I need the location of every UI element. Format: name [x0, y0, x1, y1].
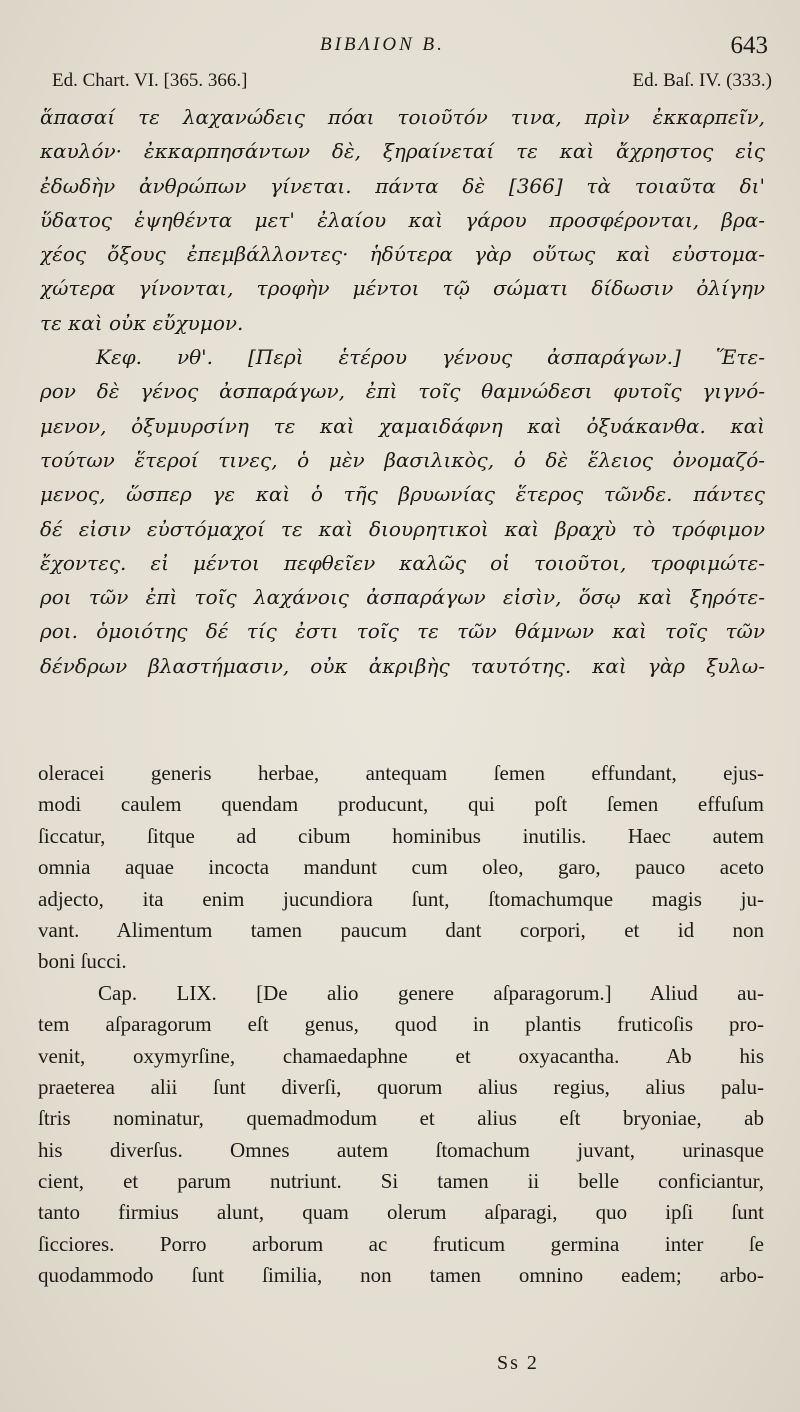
greek-line: καυλόν· ἐκκαρπησάντων δὲ, ξηραίνεταί τε καὶ ἄχρηστος εἰς: [40, 139, 765, 164]
greek-line: ὕδατος ἑψηθέντα μετ' ἐλαίου καὶ γάρου προσφέρονται, βρα-: [40, 207, 765, 232]
book-title: BIBΛΙΟΝ Β.: [320, 34, 445, 55]
latin-line: vant. Alimentum tamen paucum dant corpori, et id non: [38, 917, 764, 942]
greek-line: μενος, ὥσπερ γε καὶ ὁ τῆς βρυωνίας ἕτερος τῶνδε. πάντες: [40, 482, 765, 507]
latin-line: adjecto, ita enim jucundiora ſunt, ſtomachumque magis ju-: [38, 886, 764, 911]
latin-line: praeterea alii ſunt diverſi, quorum alius regius, alius palu-: [38, 1074, 764, 1099]
greek-line: ἅπασαί τε λαχανώδεις πόαι τοιοῦτόν τινα, πρὶν ἐκκαρπεῖν,: [40, 105, 765, 129]
greek-line: ρον δὲ γένος ἀσπαράγων, ἐπὶ τοῖς θαμνώδεσι φυτοῖς γιγνό-: [40, 379, 765, 404]
latin-line: quodammodo ſunt ſimilia, non tamen omnino eadem; arbo-: [38, 1263, 764, 1288]
greek-line: χώτερα γίνονται, τροφὴν μέντοι τῷ σώματι δίδωσιν ὀλίγην: [40, 276, 765, 301]
greek-line: μενον, ὀξυμυρσίνη τε καὶ χαμαιδάφνη καὶ ὀξυάκανθα. καὶ: [40, 413, 765, 438]
running-head: [0, 30, 800, 64]
latin-line: ſtris nominatur, quemadmodum et alius eſt bryoniae, ab: [38, 1106, 764, 1131]
greek-line: τε καὶ οὐκ εὔχυμον.: [40, 310, 244, 335]
latin-line: tem aſparagorum eſt genus, quod in plantis fruticoſis pro-: [38, 1012, 764, 1037]
greek-line: τούτων ἕτεροί τινες, ὁ μὲν βασιλικὸς, ὁ δὲ ἕλειος ὀνομαζό-: [40, 447, 765, 472]
latin-line: oleracei generis herbae, antequam ſemen effundant, ejus-: [38, 761, 764, 785]
greek-line: χέος ὄξους ἐπεμβάλλοντες· ἡδύτερα γὰρ οὕτως καὶ εὐστομα-: [40, 242, 765, 267]
latin-line: omnia aquae incocta mandunt cum oleo, garo, pauco aceto: [38, 855, 764, 880]
edition-references: [52, 70, 772, 96]
greek-text-block: [40, 100, 765, 683]
latin-line: boni ſucci.: [38, 949, 127, 974]
greek-chapter-heading-line: Κεφ. νθ'. [Περὶ ἑτέρου γένους ἀσπαράγων.] Ἕτε-: [96, 345, 765, 370]
latin-line: tanto firmius alunt, quam olerum aſparagi, quo ipſi ſunt: [38, 1200, 764, 1225]
printer-signature-mark: Ss 2: [497, 1352, 539, 1374]
greek-line: ροι. ὁμοιότης δέ τίς ἐστι τοῖς τε τῶν θάμνων καὶ τοῖς τῶν: [40, 619, 765, 644]
edition-basel-reference: Ed. Baſ. IV. (333.): [632, 70, 772, 91]
greek-line: ἐδωδὴν ἀνθρώπων γίνεται. πάντα δὲ [366] τὰ τοιαῦτα δι': [40, 173, 765, 198]
page-number: 643: [730, 32, 768, 59]
greek-line: δένδρων βλαστήμασιν, οὐκ ἀκριβὴς ταυτότης. καὶ γὰρ ξυλω-: [40, 653, 765, 678]
greek-line: δέ εἰσιν εὐστόμαχοί τε καὶ διουρητικοὶ καὶ βραχὺ τὸ τρόφιμον: [40, 516, 765, 541]
latin-line: cient, et parum nutriunt. Si tamen ii belle conficiantur,: [38, 1169, 764, 1194]
latin-line: ſiccatur, ſitque ad cibum hominibus inutilis. Haec autem: [38, 823, 764, 848]
latin-text-block: [38, 758, 764, 1292]
latin-chapter-heading-line: Cap. LIX. [De alio genere aſparagorum.] Aliud au-: [98, 980, 764, 1005]
latin-line: ſicciores. Porro arborum ac fruticum germina inter ſe: [38, 1231, 764, 1256]
edition-chartier-reference: Ed. Chart. VI. [365. 366.]: [52, 70, 248, 91]
latin-line: modi caulem quendam producunt, qui poſt ſemen effuſum: [38, 792, 764, 817]
latin-line: his diverſus. Omnes autem ſtomachum juvant, urinasque: [38, 1137, 764, 1162]
greek-line: ροι τῶν ἐπὶ τοῖς λαχάνοις ἀσπαράγων εἰσὶν, ὅσῳ καὶ ξηρότε-: [40, 585, 765, 610]
greek-line: ἔχοντες. εἰ μέντοι πεφθεῖεν καλῶς οἱ τοιοῦτοι, τροφιμώτε-: [40, 550, 765, 575]
latin-line: venit, oxymyrſine, chamaedaphne et oxyacantha. Ab his: [38, 1043, 764, 1068]
